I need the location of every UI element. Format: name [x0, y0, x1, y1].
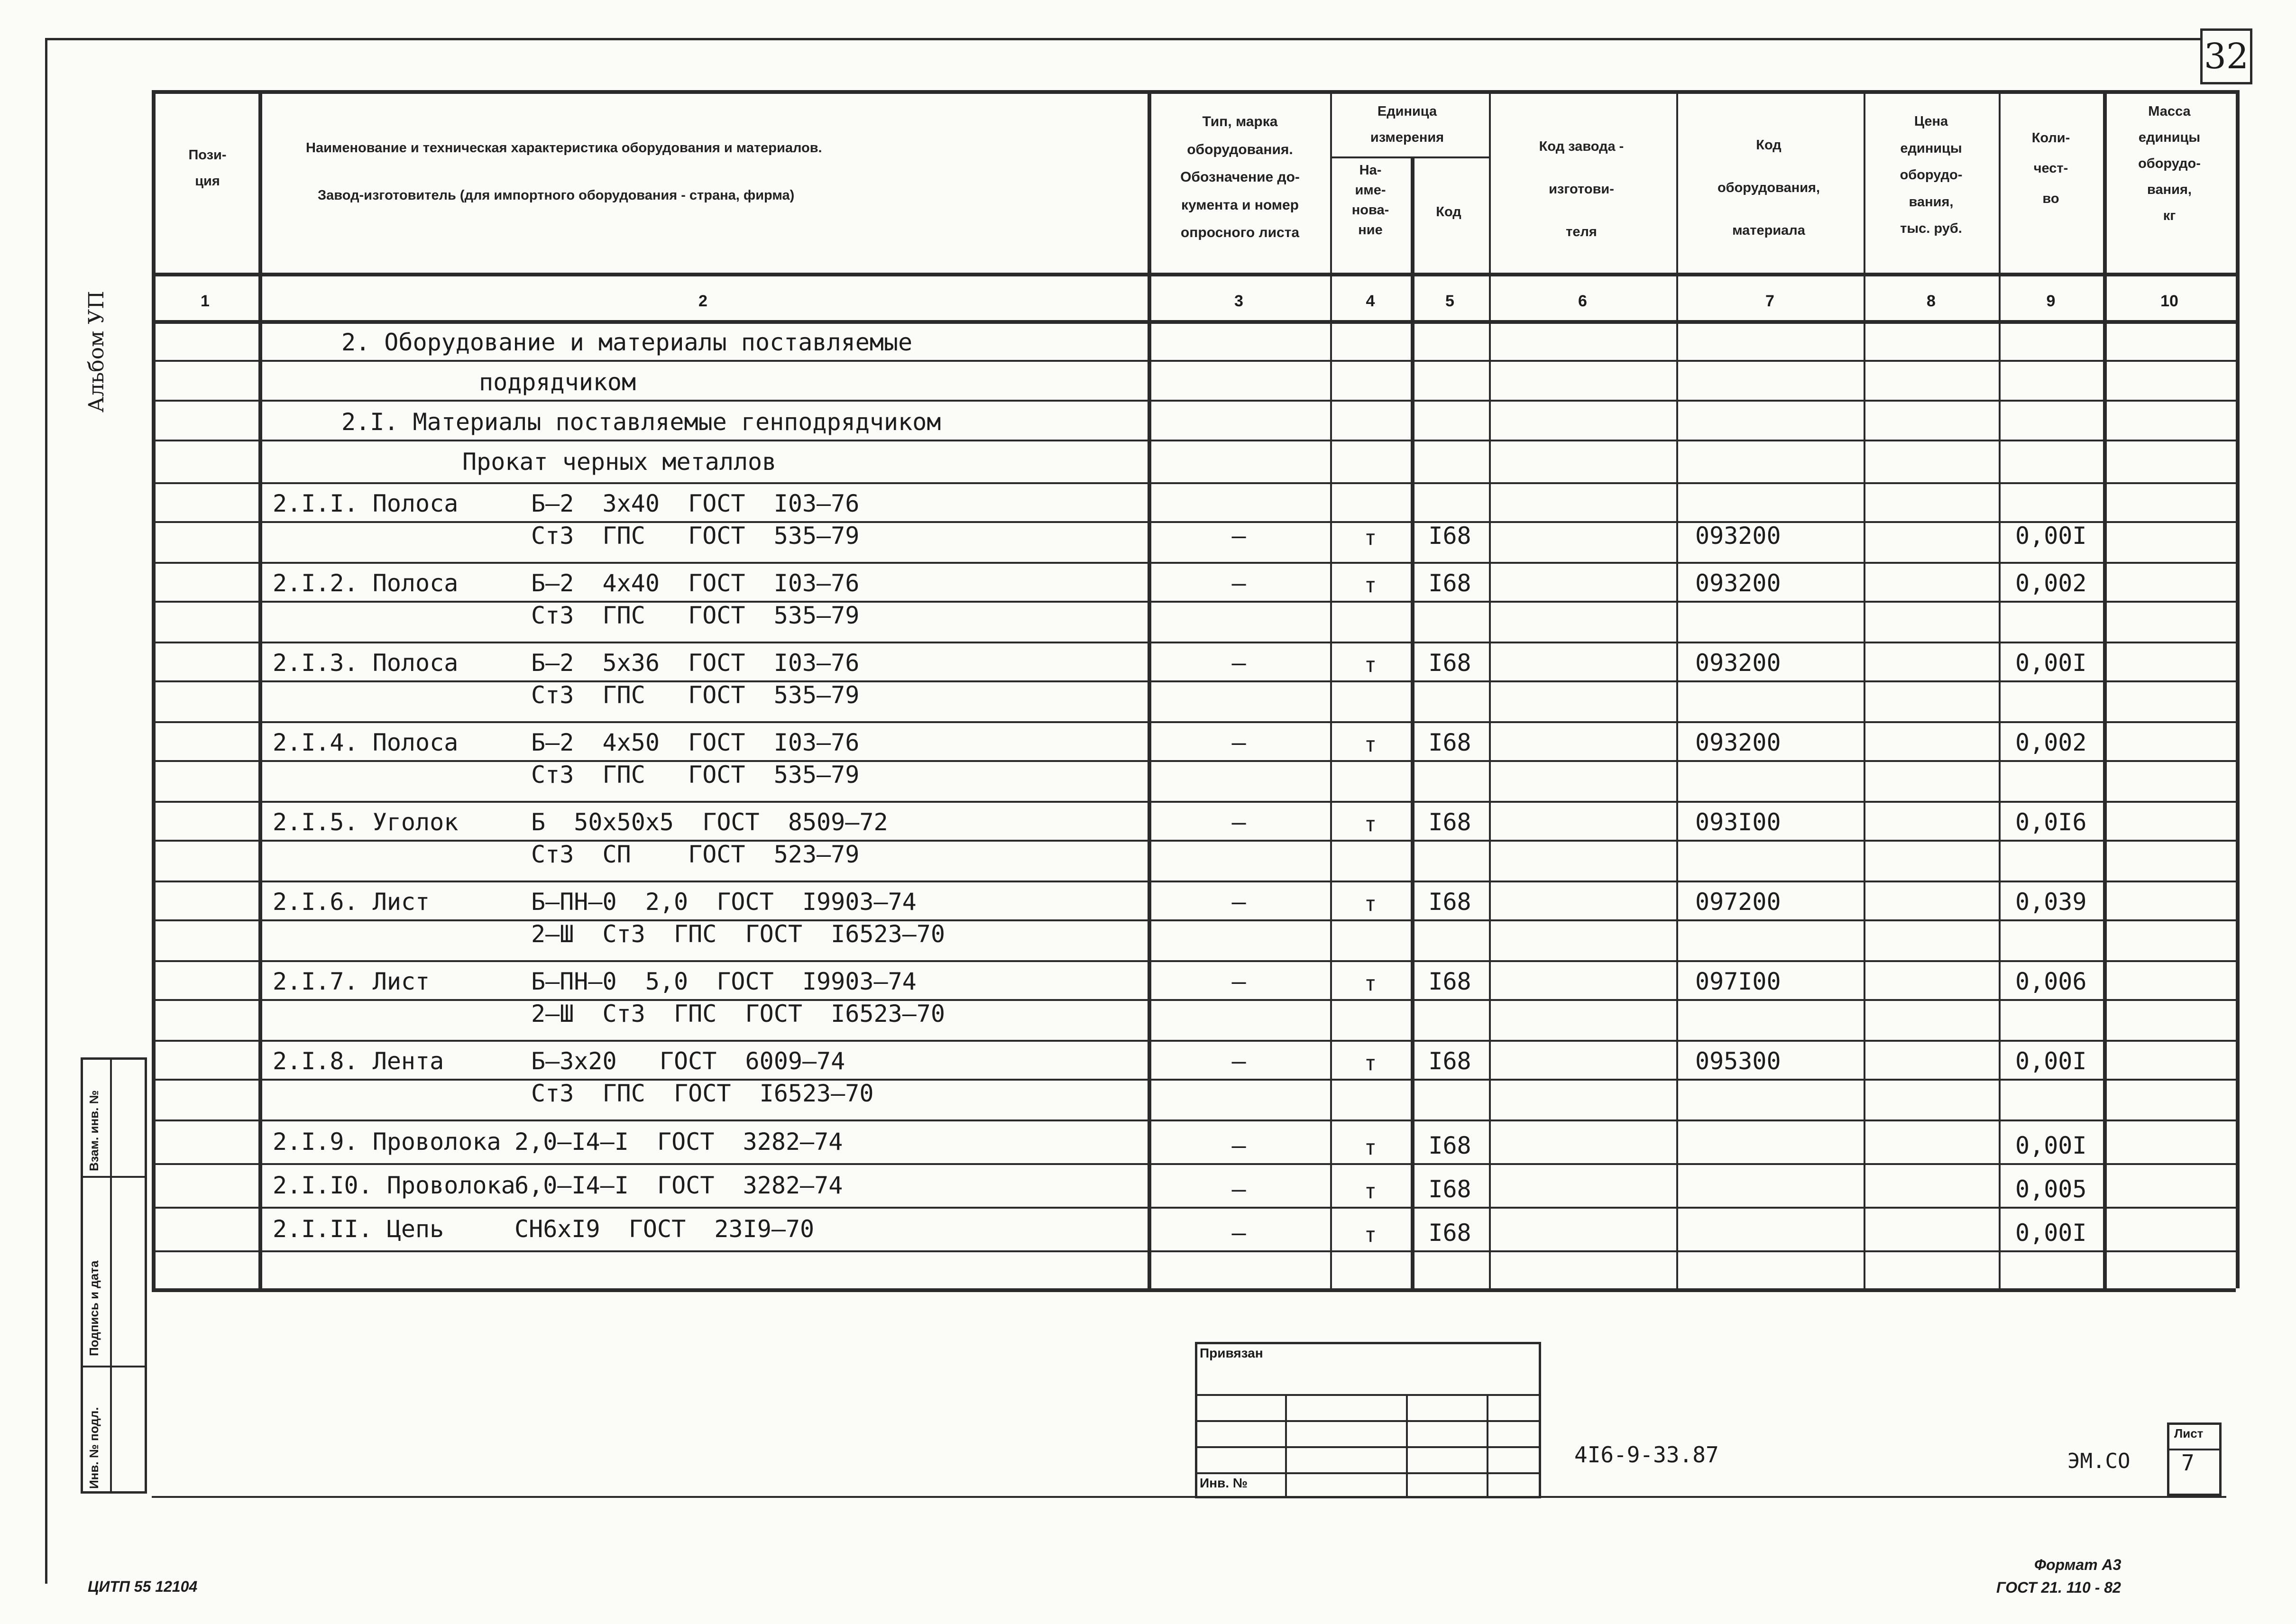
material-code-cell: 093200: [1695, 649, 1781, 677]
row-divider: [152, 881, 2236, 882]
column-divider: [1999, 90, 2001, 1288]
quantity-cell: 0,00I: [2015, 1219, 2087, 1247]
col7-header: Код оборудования, материала: [1717, 138, 1820, 238]
unit-cell: т: [1364, 653, 1377, 677]
material-code-cell: 093I00: [1695, 808, 1781, 836]
footer-left: ЦИТП 55 12104: [88, 1578, 198, 1595]
column-number: 1: [201, 292, 210, 310]
column-divider: [1489, 90, 1491, 1288]
item-spec: 6,0–I4–I ГОСТ 3282–74: [514, 1172, 843, 1199]
unit-cell: т: [1364, 733, 1377, 757]
format-label: Формат А3: [2034, 1556, 2122, 1573]
unit-group-divider: [1330, 156, 1489, 158]
column-number: 6: [1578, 292, 1587, 310]
quantity-cell: 0,0I6: [2015, 808, 2087, 836]
col1-header: Пози- ция: [188, 147, 227, 189]
sheet-number: 32: [2200, 28, 2252, 84]
type-cell: –: [1231, 888, 1246, 916]
inv-no-label: Инв. №: [1200, 1476, 1248, 1490]
type-cell: –: [1231, 729, 1246, 756]
quantity-cell: 0,005: [2015, 1175, 2087, 1203]
row-divider: [152, 562, 2236, 564]
item-spec: 2,0–I4–I ГОСТ 3282–74: [514, 1128, 843, 1156]
row-divider: [152, 1207, 2236, 1209]
unit-cell: т: [1364, 972, 1377, 996]
col3-header: Тип, марка оборудования. Обозначение до- кумента и номер опросного листа: [1180, 114, 1300, 240]
sheet-value: 7: [2181, 1450, 2195, 1476]
sub-row-divider: [152, 1079, 2236, 1081]
type-cell: –: [1231, 808, 1246, 836]
column-number: 3: [1234, 292, 1243, 310]
sub-row-divider: [152, 680, 2236, 682]
row-divider: [152, 1163, 2236, 1165]
type-cell: –: [1231, 1132, 1246, 1159]
unit-code-cell: I68: [1428, 649, 1471, 677]
column-divider: [258, 90, 262, 1288]
type-cell: –: [1231, 1219, 1246, 1247]
row-divider: [152, 960, 2236, 962]
col4-header: На- име- нова- ние: [1351, 163, 1389, 238]
column-number: 7: [1765, 292, 1774, 310]
column-number: 10: [2160, 292, 2178, 310]
row-divider: [152, 801, 2236, 803]
type-cell: –: [1231, 649, 1246, 677]
item-spec: Ст3 СП ГОСТ 523–79: [531, 841, 860, 868]
sheet-mark: ЭМ.СО: [2067, 1449, 2131, 1473]
material-code-cell: 095300: [1695, 1047, 1781, 1075]
section-heading: Прокат черных металлов: [462, 448, 777, 476]
col2-header-line2: Завод-изготовитель (для импортного оборудования - страна, фирма): [318, 188, 795, 203]
item-name: 2.I.I0. Проволока: [273, 1172, 515, 1199]
unit-code-cell: I68: [1428, 1175, 1471, 1203]
unit-code-cell: I68: [1428, 522, 1471, 550]
item-spec: 2–Ш Ст3 ГПС ГОСТ I6523–70: [531, 920, 945, 948]
item-name: 2.I.6. Лист: [273, 888, 430, 916]
sheet-label: Лист: [2174, 1426, 2204, 1440]
material-code-cell: 097200: [1695, 888, 1781, 916]
unit-code-cell: I68: [1428, 569, 1471, 597]
sub-row-divider: [152, 601, 2236, 603]
quantity-cell: 0,00I: [2015, 1047, 2087, 1075]
material-code-cell: 093200: [1695, 569, 1781, 597]
col2-header-line1: Наименование и техническая характеристика оборудования и материалов.: [306, 140, 822, 156]
material-code-cell: 097I00: [1695, 968, 1781, 995]
item-spec: СН6хI9 ГОСТ 23I9–70: [514, 1215, 815, 1243]
item-name: 2.I.8. Лента: [273, 1047, 444, 1075]
section-heading: подрядчиком: [479, 368, 636, 396]
column-divider: [2236, 90, 2240, 1288]
numbers-bottom-border: [152, 320, 2236, 324]
section-heading: 2.I. Материалы поставляемые генподрядчиком: [341, 408, 941, 436]
item-name: 2.I.2. Полоса: [273, 569, 459, 597]
column-number: 4: [1366, 292, 1375, 310]
unit-cell: т: [1364, 892, 1377, 916]
sub-row-divider: [152, 521, 2236, 523]
unit-cell: т: [1364, 1051, 1377, 1075]
row-divider: [152, 482, 2236, 484]
quantity-cell: 0,00I: [2015, 522, 2087, 550]
row-divider: [152, 642, 2236, 643]
quantity-cell: 0,006: [2015, 968, 2087, 995]
sub-row-divider: [152, 760, 2236, 762]
inv-orig-label: Инв. № подл.: [87, 1407, 101, 1489]
privyazan-label: Привязан: [1200, 1346, 1263, 1360]
item-spec: 2–Ш Ст3 ГПС ГОСТ I6523–70: [531, 1000, 945, 1028]
item-name: 2.I.3. Полоса: [273, 649, 459, 677]
item-name: 2.I.7. Лист: [273, 968, 430, 995]
type-cell: –: [1231, 1047, 1246, 1075]
album-label: Альбом УП: [84, 291, 109, 413]
item-spec: Ст3 ГПС ГОСТ 535–79: [531, 761, 860, 789]
item-name: 2.I.I. Полоса: [273, 490, 459, 517]
item-spec: Б–ПН–0 2,0 ГОСТ I9903–74: [531, 888, 917, 916]
column-divider: [1864, 90, 1865, 1288]
replace-inv-label: Взам. инв. №: [87, 1090, 101, 1171]
col4-group-header: Единица измерения: [1370, 104, 1444, 146]
quantity-cell: 0,002: [2015, 569, 2087, 597]
unit-code-cell: I68: [1428, 1219, 1471, 1247]
item-name: 2.I.5. Уголок: [273, 808, 459, 836]
item-spec: Б–3х20 ГОСТ 6009–74: [531, 1047, 845, 1075]
item-spec: Б–ПН–0 5,0 ГОСТ I9903–74: [531, 968, 917, 995]
unit-cell: т: [1364, 1223, 1377, 1247]
unit-cell: т: [1364, 1179, 1377, 1203]
type-cell: –: [1231, 522, 1246, 550]
item-spec: Ст3 ГПС ГОСТ I6523–70: [531, 1080, 874, 1107]
table-bottom-border: [152, 1288, 2236, 1292]
column-divider: [1148, 90, 1151, 1288]
signature-date-label: Подпись и дата: [87, 1260, 101, 1356]
item-name: 2.I.9. Проволока: [273, 1128, 501, 1156]
column-divider: [152, 90, 156, 1288]
item-name: 2.I.4. Полоса: [273, 729, 459, 756]
row-divider: [152, 400, 2236, 402]
column-number: 2: [698, 292, 707, 310]
col5-header: Код: [1436, 204, 1461, 220]
row-divider: [152, 440, 2236, 441]
unit-code-cell: I68: [1428, 1047, 1471, 1075]
column-divider: [1330, 90, 1332, 1288]
unit-cell: т: [1364, 573, 1377, 597]
document-code: 4I6-9-33.87: [1574, 1442, 1719, 1468]
material-code-cell: 093200: [1695, 729, 1781, 756]
header-bottom-border: [152, 273, 2236, 276]
table-top-border: [152, 90, 2236, 94]
gost-label: ГОСТ 21. 110 - 82: [1996, 1579, 2121, 1596]
column-divider: [1676, 90, 1678, 1288]
row-divider: [152, 1040, 2236, 1042]
column-number: 9: [2046, 292, 2056, 310]
col8-header: Цена единицы оборудо- вания, тыс. руб.: [1900, 114, 1963, 237]
item-name: 2.I.II. Цепь: [273, 1215, 444, 1243]
col9-header: Коли- чест- во: [2031, 130, 2070, 206]
material-code-cell: 093200: [1695, 522, 1781, 550]
type-cell: –: [1231, 1175, 1246, 1203]
row-divider: [152, 721, 2236, 723]
item-spec: Ст3 ГПС ГОСТ 535–79: [531, 602, 860, 629]
unit-code-cell: I68: [1428, 1132, 1471, 1159]
item-spec: Ст3 ГПС ГОСТ 535–79: [531, 681, 860, 709]
row-divider: [152, 1119, 2236, 1121]
quantity-cell: 0,00I: [2015, 649, 2087, 677]
sub-row-divider: [152, 919, 2236, 921]
quantity-cell: 0,002: [2015, 729, 2087, 756]
col6-header: Код завода - изготови- теля: [1539, 139, 1624, 239]
unit-cell: т: [1364, 812, 1377, 836]
item-spec: Б–2 3х40 ГОСТ I03–76: [531, 490, 860, 517]
col10-header: Масса единицы оборудо- вания, кг: [2138, 104, 2201, 224]
unit-code-cell: I68: [1428, 968, 1471, 995]
unit-code-cell: I68: [1428, 888, 1471, 916]
quantity-cell: 0,039: [2015, 888, 2087, 916]
type-cell: –: [1231, 968, 1246, 995]
sub-row-divider: [152, 840, 2236, 842]
column-divider: [2103, 90, 2107, 1288]
type-cell: –: [1231, 569, 1246, 597]
item-spec: Б–2 4х50 ГОСТ I03–76: [531, 729, 860, 756]
item-spec: Б 50х50х5 ГОСТ 8509–72: [531, 808, 888, 836]
section-heading: 2. Оборудование и материалы поставляемые: [341, 329, 913, 356]
unit-cell: т: [1364, 526, 1377, 550]
unit-cell: т: [1364, 1136, 1377, 1160]
item-spec: Б–2 5х36 ГОСТ I03–76: [531, 649, 860, 677]
unit-code-cell: I68: [1428, 729, 1471, 756]
column-number: 8: [1927, 292, 1936, 310]
item-spec: Б–2 4х40 ГОСТ I03–76: [531, 569, 860, 597]
sub-row-divider: [152, 999, 2236, 1001]
unit-code-cell: I68: [1428, 808, 1471, 836]
row-divider: [152, 360, 2236, 362]
item-spec: Ст3 ГПС ГОСТ 535–79: [531, 522, 860, 550]
quantity-cell: 0,00I: [2015, 1132, 2087, 1159]
row-divider: [152, 1250, 2236, 1252]
column-number: 5: [1445, 292, 1454, 310]
